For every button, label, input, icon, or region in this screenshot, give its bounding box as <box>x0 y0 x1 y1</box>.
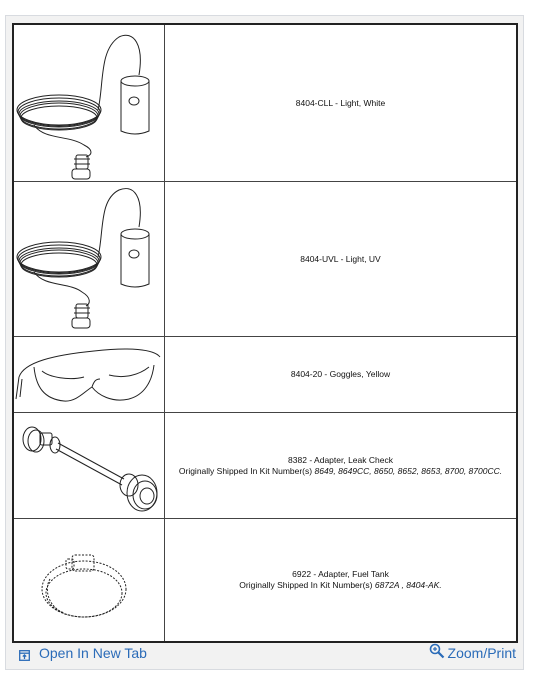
part-label: 6922 - Adapter, Fuel Tank <box>292 569 389 579</box>
part-row-uv-light <box>14 182 516 337</box>
part-label: 8404-CLL - Light, White <box>295 97 386 108</box>
zoom-print-link[interactable] <box>429 645 516 661</box>
part-description <box>165 25 516 181</box>
white-light-illustration <box>14 25 165 181</box>
part-description <box>165 337 516 412</box>
kit-numbers: 8649, 8649CC, 8650, 8652, 8653, 8700, 8700CC. <box>314 465 503 476</box>
part-row-fuel-tank-adapter <box>14 519 516 641</box>
open-in-new-tab-link[interactable] <box>19 645 147 661</box>
part-label: 8404-20 - Goggles, Yellow <box>290 369 391 379</box>
part-row-white-light <box>14 25 516 182</box>
image-viewer-frame <box>5 15 524 670</box>
part-description <box>165 413 516 518</box>
kit-numbers: 6872A , 8404-AK. <box>374 580 442 590</box>
open-in-new-tab-label: Open In New Tab <box>39 645 147 661</box>
fuel-tank-adapter-illustration <box>14 519 165 641</box>
uv-light-illustration <box>14 182 165 336</box>
zoom-print-label: Zoom/Print <box>447 645 516 661</box>
image-toolbar <box>6 641 523 669</box>
part-label: 8382 - Adapter, Leak Check <box>288 454 393 465</box>
magnifier-icon <box>429 643 445 659</box>
part-row-leak-check-adapter <box>14 413 516 519</box>
goggles-illustration <box>14 337 165 412</box>
leak-check-adapter-illustration <box>14 413 165 518</box>
parts-illustration <box>12 23 518 643</box>
kit-prefix: Originally Shipped In Kit Number(s) <box>178 465 313 476</box>
kit-prefix: Originally Shipped In Kit Number(s) <box>239 580 373 590</box>
part-description <box>165 182 516 336</box>
kit-line <box>239 580 441 591</box>
kit-line <box>179 466 502 477</box>
part-label: 8404-UVL - Light, UV <box>300 253 381 264</box>
open-new-tab-icon <box>19 648 30 659</box>
part-row-goggles <box>14 337 516 413</box>
part-description <box>165 519 516 641</box>
